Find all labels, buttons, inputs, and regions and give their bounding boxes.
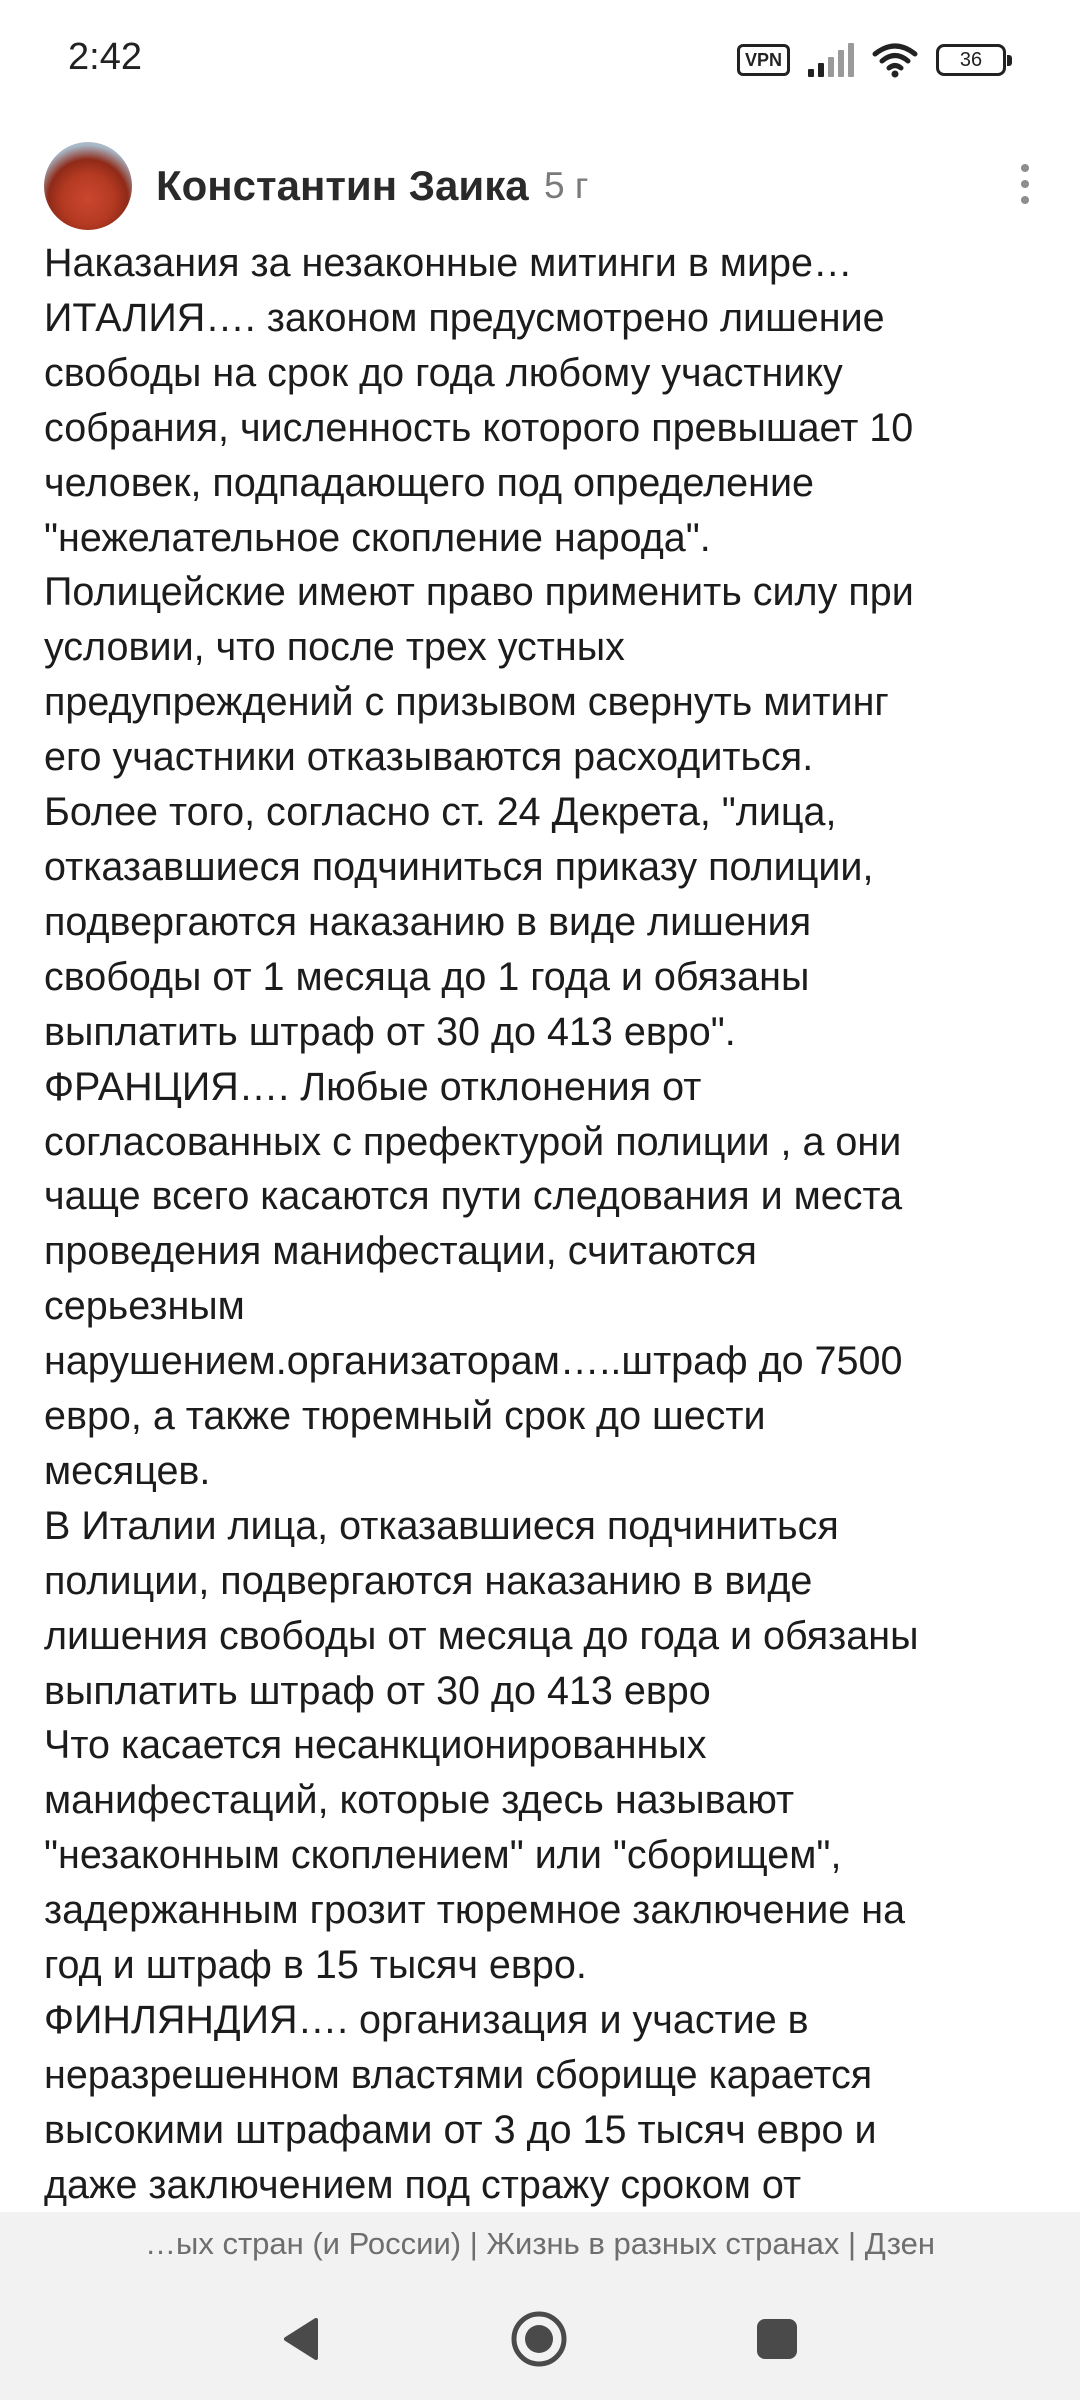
back-icon[interactable] [280,2316,320,2362]
post-text-line: Что касается несанкционированных [44,1723,707,1768]
post-text-line: условии, что после трех устных [44,625,625,670]
post-text [44,236,1054,2210]
post-text-line: выплатить штраф от 30 до 413 евро". [44,1009,736,1054]
post-text-line: месяцев. [44,1448,211,1493]
post-text-line: собрания, численность которого превышает 10 [44,405,914,450]
post-text-line: его участники отказываются расходиться. [44,735,814,780]
avatar[interactable] [44,142,132,230]
post-text-line: свободы на срок до года любому участнику [44,350,843,395]
status-time: 2:42 [68,36,142,78]
post-text-line: свободы от 1 месяца до 1 года и обязаны [44,954,810,999]
post-text-line: задержанным грозит тюремное заключение на [44,1888,906,1933]
battery-icon [936,44,1006,76]
recents-icon[interactable] [757,2319,797,2359]
post-text-line: человек, подпадающего под определение [44,460,814,505]
signal-icon [808,43,854,77]
post-text-line: серьезным [44,1284,245,1329]
post-text-line: подвергаются наказанию в виде лишения [44,899,812,944]
status-icons [737,38,1006,82]
post-text-line: "нежелательное скопление народа". [44,515,711,560]
battery-level: 36 [959,48,983,71]
home-icon[interactable] [510,2310,568,2368]
post-text-line: год и штраф в 15 тысяч евро. [44,1943,587,1988]
wifi-icon [872,42,918,78]
navigation-bar [0,2276,1080,2400]
post-age: 5 г [544,165,589,206]
more-vertical-icon[interactable] [1010,158,1040,210]
post-text-line: предупреждений с призывом свернуть митинг [44,680,889,725]
post-text-line: согласованных с префектурой полиции , а они [44,1119,902,1164]
post-header [44,138,1044,234]
post-text-line: полиции, подвергаются наказанию в виде [44,1558,813,1603]
author-name[interactable]: Константин Заика [156,162,529,209]
post-text-line: "незаконным скоплением" или "сборищем", [44,1833,842,1878]
post-text-line: выплатить штраф от 30 до 413 евро [44,1668,711,1713]
post-text-line: неразрешенном властями сборище карается [44,2052,873,2097]
post-text-line: Наказания за незаконные митинги в мире… [44,241,853,285]
post-text-line: В Италии лица, отказавшиеся подчиниться [44,1503,839,1548]
post-text-line: ИТАЛИЯ…. законом предусмотрено лишение [44,295,885,340]
post-text-line: отказавшиеся подчиниться приказу полиции, [44,844,874,889]
post-text-line: ФРАНЦИЯ…. Любые отклонения от [44,1064,702,1109]
post-text-line: чаще всего касаются пути следования и места [44,1174,903,1219]
post-text-line: высокими штрафами от 3 до 15 тысяч евро и [44,2107,877,2152]
post-text-line: нарушением.организаторам…..штраф до 7500 [44,1339,903,1384]
status-bar [0,0,1080,120]
post-text-line: даже заключением под стражу сроком от [44,2162,802,2207]
post-text-line: Более того, согласно ст. 24 Декрета, "лица, [44,790,837,835]
post-text-line: ФИНЛЯНДИЯ…. организация и участие в [44,1998,809,2042]
post-text-line: проведения манифестации, считаются [44,1229,757,1274]
post-text-line: евро, а также тюремный срок до шести [44,1394,766,1439]
vpn-icon: VPN [737,44,790,76]
post-text-line: манифестаций, которые здесь называют [44,1778,795,1823]
source-breadcrumb: …ых стран (и России) | Жизнь в разных странах | Дзен [145,2226,935,2261]
post-text-line: Полицейские имеют право применить силу при [44,570,914,615]
source-bar[interactable] [0,2212,1080,2276]
post-text-line: лишения свободы от месяца до года и обязаны [44,1613,919,1658]
